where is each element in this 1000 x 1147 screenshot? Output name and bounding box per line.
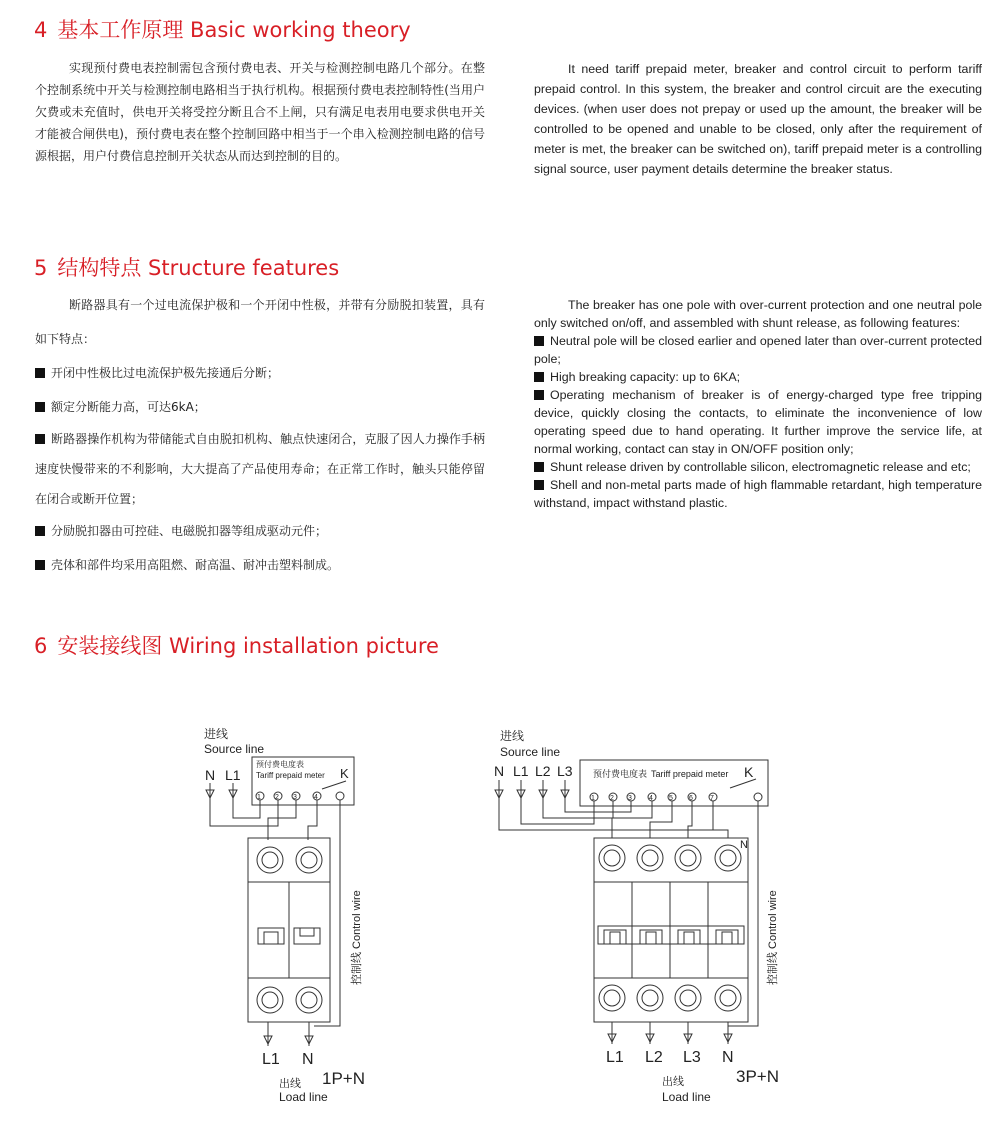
output-arrow-icon	[724, 1022, 732, 1044]
source-line-cn-label: 进线	[204, 727, 229, 741]
svg-text:3: 3	[628, 795, 632, 802]
svg-text:2: 2	[275, 794, 279, 801]
svg-text:2: 2	[610, 795, 614, 802]
section-title: 结构特点 Structure features	[57, 256, 340, 280]
cn-paragraph: 实现预付费电表控制需包含预付费电表、开关与检测控制电路几个部分。在整个控制系统中开关与检测控制电路相当于执行机构。根据预付费电表控制特性(当用户欠费或未充值时，供电开关将受控分断且合不上闸，只有满足电表用电要求供电开关才能被合闸供电)，预付费电表在整个控制回路中相当于一个串入检测控制电路的信号源根据，用户付费信息控制开关状态从而达到控制的目的。	[35, 61, 485, 163]
output-arrow-icon	[684, 1022, 692, 1044]
output-label: N	[722, 1049, 734, 1066]
source-line-en-label: Source line	[500, 745, 561, 759]
svg-text:4: 4	[314, 794, 318, 801]
section-number: 6	[34, 634, 48, 658]
source-line-cn-label: 进线	[500, 729, 525, 743]
en-list-item: Operating mechanism of breaker is of energy-charged type free tripping device, quickly closing the contacts, to eliminate the inconvenience of low operating speed due to hand operating. It further improve the service life, at normal working, contact can stay in ON/OFF position only;	[534, 388, 982, 456]
cn-list-item: 额定分断能力高，可达6kA；	[35, 390, 485, 424]
cn-list-item: 开闭中性极比过电流保护极先接通后分断；	[35, 356, 485, 390]
breaker-type-label: 1P+N	[322, 1069, 365, 1088]
section-number: 4	[34, 18, 48, 42]
en-list-item: Shunt release driven by controllable silicon, electromagnetic release and etc;	[534, 458, 982, 476]
input-label: L3	[557, 763, 573, 779]
control-wire-label: 控制线 Control wire	[351, 890, 363, 985]
en-list-item: High breaking capacity: up to 6KA;	[534, 368, 982, 386]
breaker-type-label: 3P+N	[736, 1067, 779, 1086]
svg-text:1: 1	[591, 795, 595, 802]
meter-cn-label: 预付费电度表	[256, 760, 304, 769]
output-arrow-icon	[264, 1022, 272, 1046]
output-label: L3	[683, 1049, 701, 1066]
load-line-cn-label: 出线	[279, 1077, 301, 1090]
cn-list-item: 断路器操作机构为带储能式自由脱扣机构、触点快速闭合，克服了因人力操作手柄速度快慢带来的不利影响，大大提高了产品使用寿命；在正常工作时，触头只能停留在闭合或断开位置；	[35, 432, 485, 506]
input-arrow-icon	[229, 783, 237, 800]
en-list-item: Neutral pole will be closed earlier and opened later than over-current protected pole;	[534, 334, 982, 366]
load-line-cn-label: 出线	[662, 1075, 684, 1088]
input-label: L1	[513, 763, 529, 779]
svg-text:7: 7	[710, 795, 714, 802]
output-label: L2	[645, 1049, 663, 1066]
input-arrow-icon	[495, 780, 503, 800]
switch-k-label: K	[744, 764, 754, 780]
diagram-1p-n	[204, 726, 365, 1104]
neutral-mark: N	[740, 839, 748, 851]
input-arrow-icon	[539, 780, 547, 800]
input-arrow-icon	[561, 780, 569, 800]
svg-text:6: 6	[689, 795, 693, 802]
input-label: L2	[535, 763, 551, 779]
input-label: L1	[225, 767, 241, 783]
en-intro: The breaker has one pole with over-current protection and one neutral pole only switched on/off, and assembled with shunt release, as following features:	[534, 298, 982, 330]
switch-k-label: K	[340, 766, 349, 781]
cn-list-item: 壳体和部件均采用高阻燃、耐高温、耐冲击塑料制成。	[35, 548, 485, 582]
svg-text:1: 1	[257, 794, 261, 801]
section-title: 安装接线图 Wiring installation picture	[57, 634, 439, 658]
output-arrow-icon	[305, 1022, 313, 1046]
diagram-3p-n	[494, 728, 779, 1104]
svg-text:5: 5	[669, 795, 673, 802]
cn-intro: 断路器具有一个过电流保护极和一个开闭中性极，并带有分励脱扣装置，具有如下特点：	[35, 298, 485, 346]
output-label: N	[302, 1051, 314, 1068]
meter-terminals	[256, 792, 344, 801]
svg-text:3: 3	[293, 794, 297, 801]
output-arrow-icon	[608, 1022, 616, 1044]
load-line-en-label: Load line	[662, 1090, 711, 1104]
meter-terminals	[590, 793, 762, 802]
prepaid-meter-box	[580, 760, 768, 806]
output-arrow-icon	[646, 1022, 654, 1044]
meter-en-label: Tariff prepaid meter	[651, 769, 729, 779]
input-label: N	[494, 763, 505, 779]
meter-en-label: Tariff prepaid meter	[256, 771, 325, 780]
source-line-en-label: Source line	[204, 742, 265, 756]
input-arrow-icon	[206, 783, 214, 800]
en-paragraph: It need tariff prepaid meter, breaker and control circuit to perform tariff prepaid control. In this system, the breaker and control circuit are the executing devices. (when user does not prepay or used up the amount, the breaker will be controlled to be opened and unable to be closed, only after the requirement of meter is met, the breaker can be switched on), tariff prepaid meter is a controlling signal source, user payment details determine the breaker status.	[534, 62, 982, 176]
input-label: N	[205, 767, 216, 783]
section-title: 基本工作原理 Basic working theory	[57, 18, 411, 42]
cn-list-item: 分励脱扣器由可控硅、电磁脱扣器等组成驱动元件；	[35, 514, 485, 548]
en-list-item: Shell and non-metal parts made of high flammable retardant, high temperature withstand, impact withstand plastic.	[534, 478, 982, 510]
input-arrow-icon	[517, 780, 525, 800]
meter-cn-label: 预付费电度表	[593, 770, 648, 780]
output-label: L1	[606, 1049, 624, 1066]
svg-text:4: 4	[649, 795, 653, 802]
load-line-en-label: Load line	[279, 1090, 328, 1104]
control-wire-label: 控制线 Control wire	[767, 890, 779, 985]
output-label: L1	[262, 1051, 280, 1068]
section-number: 5	[34, 256, 48, 280]
